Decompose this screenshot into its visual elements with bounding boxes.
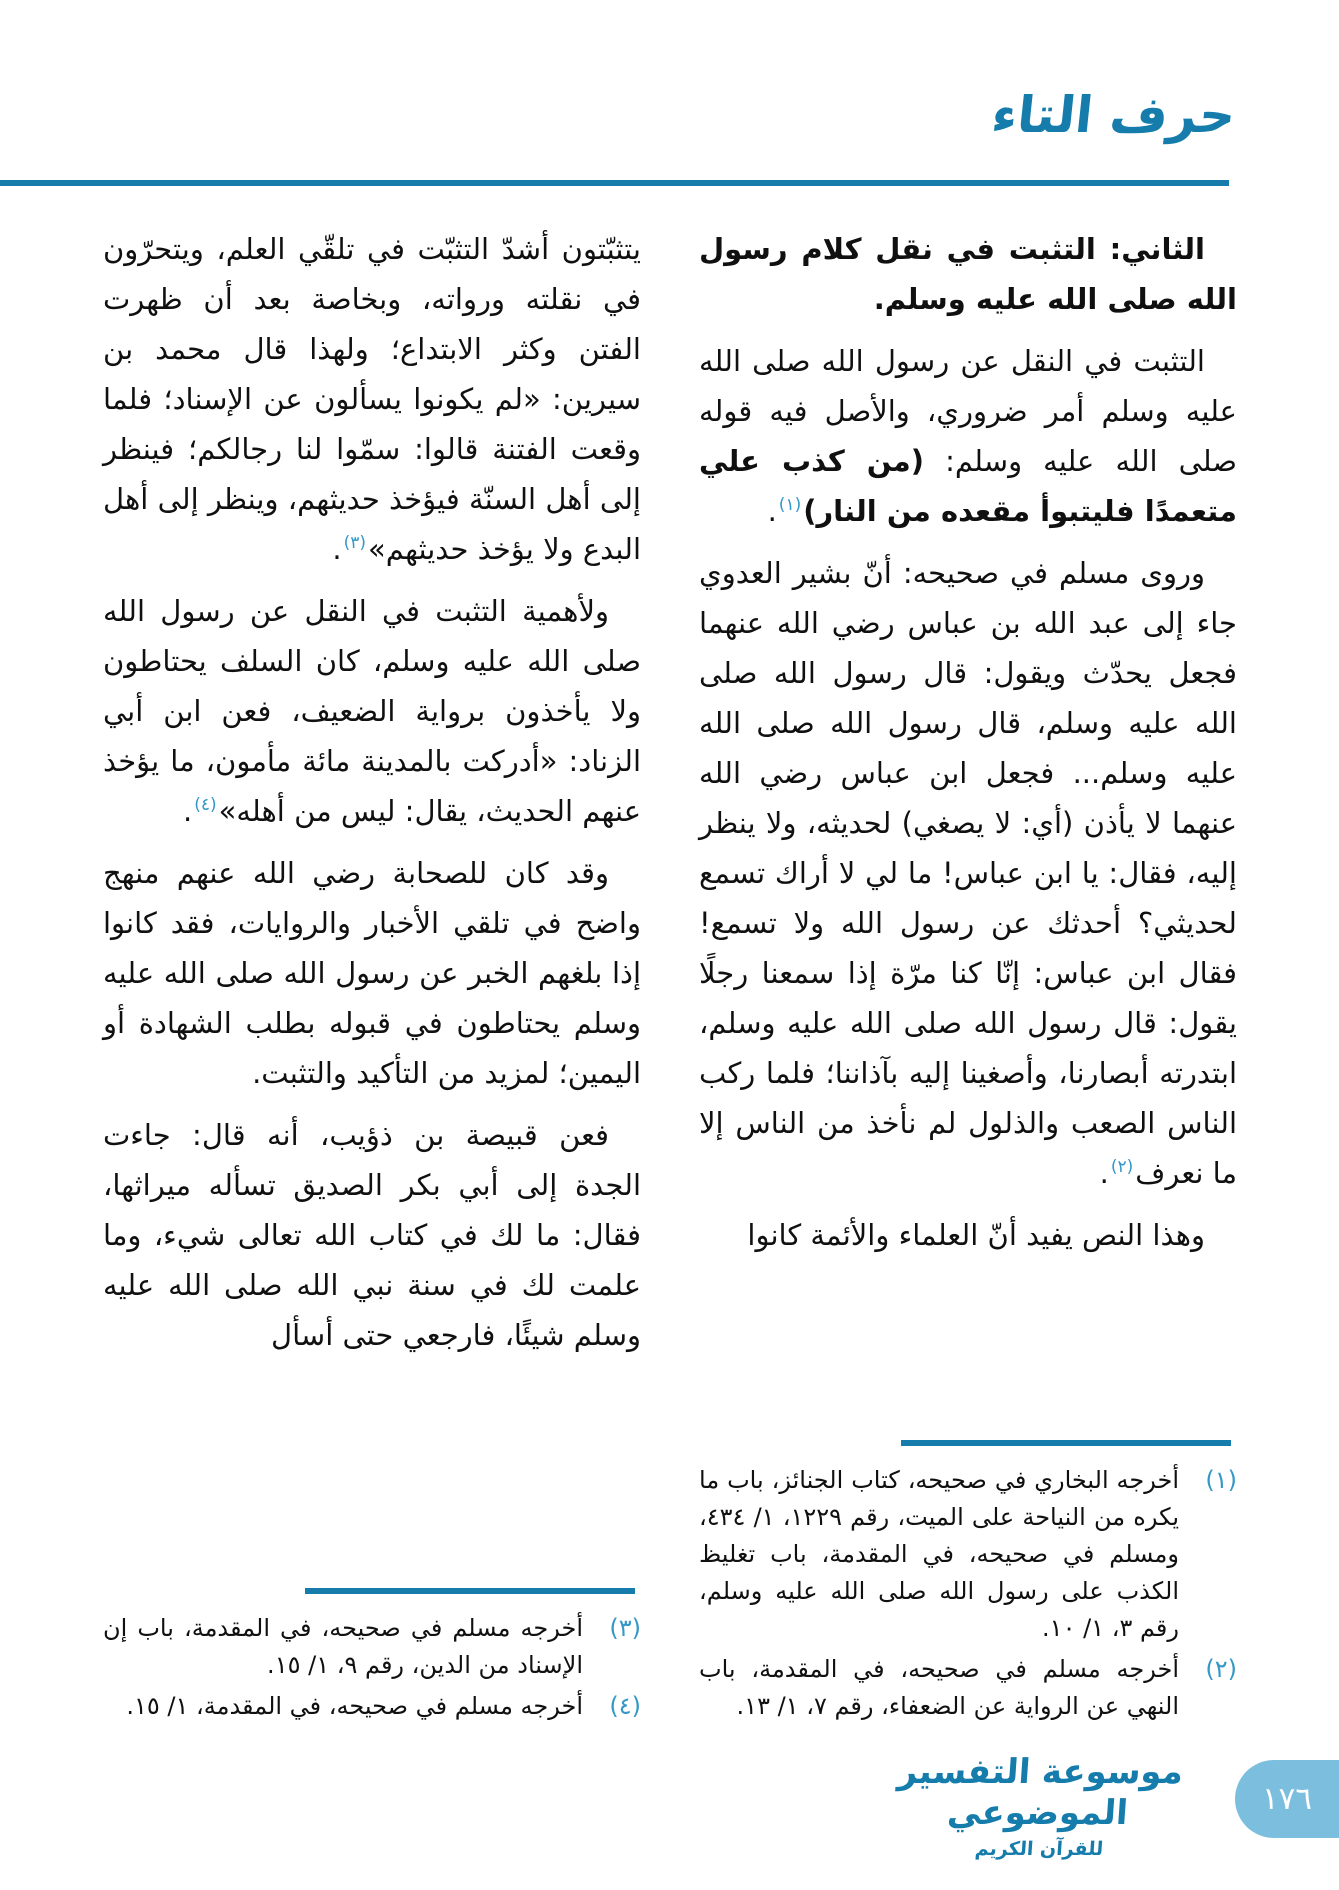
footnote-separator xyxy=(901,1440,1231,1446)
column-left-body xyxy=(103,224,641,1372)
publisher-logo-subtitle: للقرآن الكريم xyxy=(974,1837,1104,1860)
footnote-text: أخرجه البخاري في صحيحه، كتاب الجنائز، باب ما يكره من النياحة على الميت، رقم ١٢٢٩، ١/ ٤٣٤، ومسلم في صحيحه، في المقدمة، باب تغليظ الكذب على رسول الله صلى الله عليه وسلم، رقم ٣، ١/ ١٠. xyxy=(699,1466,1180,1642)
paragraph xyxy=(699,548,1237,1198)
footnote-text: أخرجه مسلم في صحيحه، في المقدمة، ١/ ١٥. xyxy=(126,1692,583,1720)
page-number: ١٧٦ xyxy=(1262,1781,1312,1817)
footnote-marker: (٣) xyxy=(609,1614,641,1642)
paragraph xyxy=(103,848,641,1098)
text-segment: . xyxy=(332,532,342,566)
text-segment: يتثبّتون أشدّ التثبّت في تلقّي العلم، ويتحرّون في نقلته ورواته، وبخاصة بعد أن ظهرت الفتن وكثر الابتداع؛ ولهذا قال محمد بن سيرين: «لم يكونوا يسألون عن الإسناد؛ فلما وقعت الفتنة قالوا: سمّوا لنا رجالكم؛ فينظر إلى أهل السنّة فيؤخذ حديثهم، وينظر إلى أهل البدع ولا يؤخذ حديثهم» xyxy=(103,232,641,566)
paragraph xyxy=(699,224,1237,324)
text-segment: (من كذب علي متعمدًا فليتبوأ مقعده من النار) xyxy=(699,444,1237,528)
paragraph xyxy=(699,1210,1237,1260)
text-segment: الثاني: التثبت في نقل كلام رسول الله صلى الله عليه وسلم. xyxy=(699,232,1237,316)
footnote-text: أخرجه مسلم في صحيحه، في المقدمة، باب النهي عن الرواية عن الضعفاء، رقم ٧، ١/ ١٣. xyxy=(699,1655,1179,1720)
column-right-footnotes xyxy=(699,1430,1237,1729)
footnote-marker: (١) xyxy=(1205,1466,1237,1494)
footnote xyxy=(103,1688,641,1725)
publisher-logo-title: موسوعة التفسير الموضوعي xyxy=(896,1752,1185,1833)
text-segment: وروى مسلم في صحيحه: أنّ بشير العدوي جاء إلى عبد الله بن عباس رضي الله عنهما فجعل يحدّث ويقول: قال رسول الله صلى الله عليه وسلم، قال رسول الله صلى الله عليه وسلم... فجعل ابن عباس رضي الله عنهما لا يأذن (أي: لا يصغي) لحديثه، ولا ينظر إليه، فقال: يا ابن عباس! ما لي لا أراك تسمع لحديثي؟ أحدثك عن رسول الله ولا تسمع! فقال ابن عباس: إنّا كنا مرّة إذا سمعنا رجلًا يقول: قال رسول الله صلى الله عليه وسلم، ابتدرته أبصارنا، وأصغينا إليه بآذاننا؛ فلما ركب الناس الصعب والذلول لم نأخذ من الناس إلا ما نعرف xyxy=(699,556,1237,1190)
paragraph xyxy=(103,1110,641,1360)
column-right-body xyxy=(699,224,1237,1272)
publisher-logo xyxy=(889,1752,1189,1860)
footnote xyxy=(103,1610,641,1684)
column-right xyxy=(699,224,1237,1729)
footnote xyxy=(699,1462,1237,1647)
text-segment: وقد كان للصحابة رضي الله عنهم منهج واضح في تلقي الأخبار والروايات، فقد كانوا إذا بلغهم الخبر عن رسول الله صلى الله عليه وسلم يحتاطون في قبوله بطلب الشهادة أو اليمين؛ لمزيد من التأكيد والتثبت. xyxy=(103,856,641,1090)
paragraph xyxy=(103,586,641,836)
text-segment: ولأهمية التثبت في النقل عن رسول الله صلى الله عليه وسلم، كان السلف يحتاطون ولا يأخذون برواية الضعيف، فعن ابن أبي الزناد: «أدركت بالمدينة مائة مأمون، ما يؤخذ عنهم الحديث، يقال: ليس من أهله» xyxy=(103,594,641,828)
footnote-text: أخرجه مسلم في صحيحه، في المقدمة، باب إن الإسناد من الدين، رقم ٩، ١/ ١٥. xyxy=(103,1614,583,1679)
text-segment: . xyxy=(767,494,777,528)
page-number-badge xyxy=(1235,1760,1339,1838)
text-segment: التثبت في النقل عن رسول الله صلى الله عليه وسلم أمر ضروري، والأصل فيه قوله صلى الله عليه وسلم: xyxy=(699,344,1237,478)
footnote-ref: (٢) xyxy=(1110,1157,1134,1178)
footnote-marker: (٤) xyxy=(609,1692,641,1720)
header-rule xyxy=(0,180,1229,186)
text-segment: . xyxy=(1099,1156,1109,1190)
column-left-footnotes xyxy=(103,1578,641,1729)
footnote-ref: (٣) xyxy=(343,533,367,554)
footnote-marker: (٢) xyxy=(1205,1655,1237,1683)
footnote-separator xyxy=(305,1588,635,1594)
footnote xyxy=(699,1651,1237,1725)
text-segment: وهذا النص يفيد أنّ العلماء والأئمة كانوا xyxy=(747,1218,1205,1252)
footnote-list xyxy=(699,1462,1237,1725)
footnote-ref: (١) xyxy=(778,495,802,516)
column-left xyxy=(103,224,641,1729)
paragraph xyxy=(699,336,1237,536)
paragraph xyxy=(103,224,641,574)
footnote-list xyxy=(103,1610,641,1725)
footnote-ref: (٤) xyxy=(194,795,217,816)
text-segment: فعن قبيصة بن ذؤيب، أنه قال: جاءت الجدة إلى أبي بكر الصديق تسأله ميراثها، فقال: ما لك في كتاب الله تعالى شيء، وما علمت لك في سنة نبي الله صلى الله عليه وسلم شيئًا، فارجعي حتى أسأل xyxy=(103,1118,641,1352)
chapter-title: حرف التاء xyxy=(988,86,1239,144)
text-columns xyxy=(102,224,1237,1729)
text-segment: . xyxy=(182,794,193,828)
